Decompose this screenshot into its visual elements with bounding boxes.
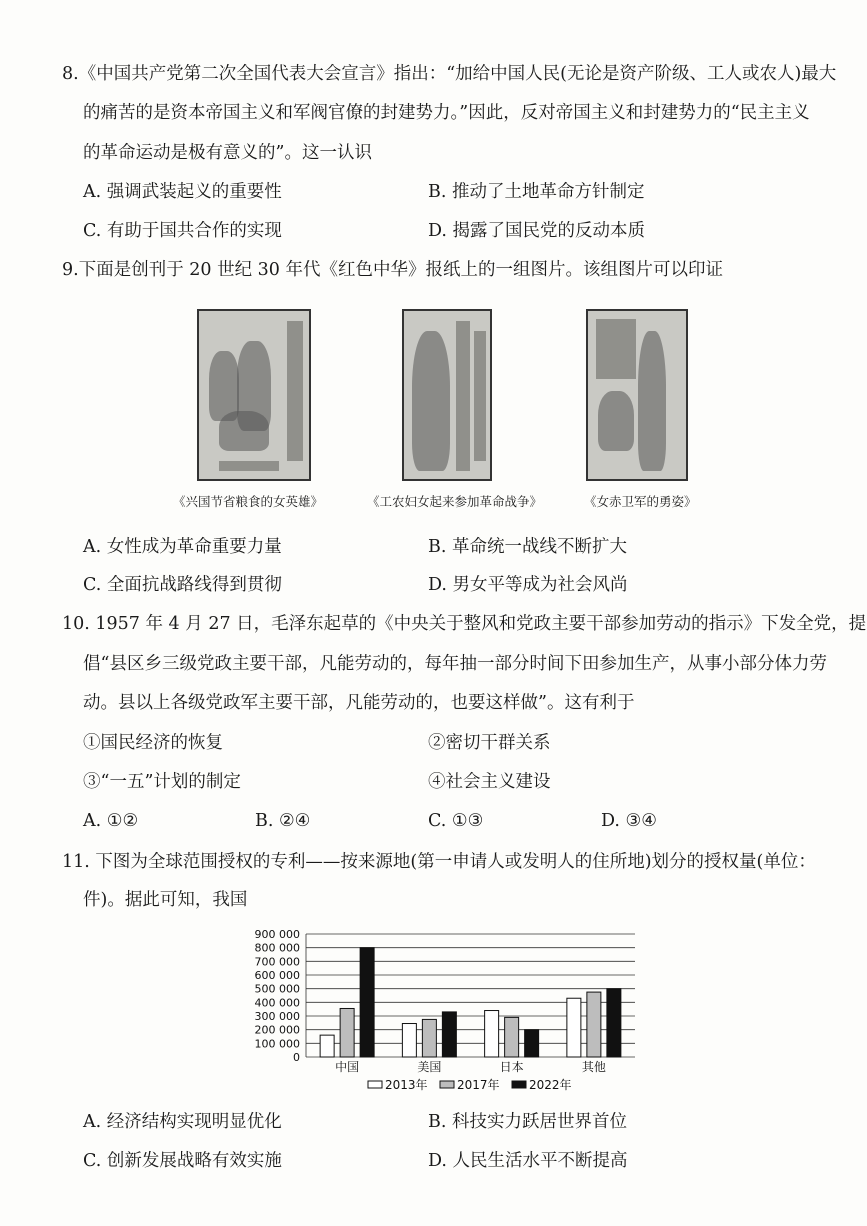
q9-caption-1: 《兴国节省粮食的女英雄》 — [173, 494, 324, 509]
legend-label: 2013年 — [385, 1078, 428, 1092]
q9-caption-3: 《女赤卫军的勇姿》 — [584, 494, 697, 509]
y-tick-label: 600 000 — [254, 969, 300, 982]
bar-2-0 — [485, 1011, 499, 1057]
bar-3-2 — [607, 989, 621, 1057]
bar-3-0 — [567, 998, 581, 1057]
q10-item-1: ①国民经济的恢复 — [83, 733, 223, 753]
bar-3-1 — [587, 992, 601, 1057]
y-tick-label: 700 000 — [254, 955, 300, 969]
bar-0-1 — [340, 1008, 354, 1057]
q8-option-b: B. 推动了土地革命方针制定 — [428, 182, 645, 202]
q9-option-d: D. 男女平等成为社会风尚 — [428, 575, 628, 595]
q9-option-b: B. 革命统一战线不断扩大 — [428, 537, 627, 557]
newspaper-image-1 — [197, 309, 311, 481]
newspaper-image-3 — [586, 309, 688, 481]
bar-0-0 — [320, 1035, 334, 1057]
q10-option-c: C. ①③ — [428, 811, 484, 831]
bar-1-1 — [422, 1019, 436, 1057]
y-tick-label: 300 000 — [254, 1010, 300, 1023]
q9-caption-2: 《工农妇女起来参加革命战争》 — [367, 494, 543, 509]
bar-1-2 — [442, 1012, 456, 1057]
q11-stem-line2: 件)。据此可知，我国 — [83, 890, 248, 910]
q10-option-b: B. ②④ — [255, 811, 311, 831]
q8-stem-line2: 的痛苦的是资本帝国主义和军阀官僚的封建势力。”因此，反对帝国主义和封建势力的“民主主义 — [83, 103, 810, 123]
bar-2-1 — [505, 1017, 519, 1057]
q11-option-d: D. 人民生活水平不断提高 — [428, 1151, 628, 1171]
bar-1-0 — [402, 1024, 416, 1057]
y-tick-label: 400 000 — [254, 996, 300, 1010]
q11-option-b: B. 科技实力跃居世界首位 — [428, 1112, 627, 1132]
x-tick-label: 其他 — [581, 1060, 606, 1074]
legend-swatch — [368, 1081, 382, 1088]
y-tick-label: 100 000 — [254, 1037, 300, 1051]
legend-swatch — [440, 1081, 454, 1088]
q8-option-c: C. 有助于国共合作的实现 — [83, 221, 282, 241]
q11-stem-line1: 11. 下图为全球范围授权的专利——按来源地(第一申请人或发明人的住所地)划分的授权量(单位： — [62, 852, 816, 872]
q8-option-d: D. 揭露了国民党的反动本质 — [428, 221, 646, 241]
y-tick-label: 500 000 — [254, 982, 300, 996]
x-tick-label: 日本 — [499, 1060, 524, 1074]
x-tick-label: 美国 — [417, 1060, 442, 1074]
q8-option-a: A. 强调武装起义的重要性 — [83, 182, 282, 202]
bar-2-2 — [525, 1030, 539, 1057]
q10-item-3: ③“一五”计划的制定 — [83, 772, 241, 792]
legend-label: 2017年 — [457, 1078, 500, 1092]
y-tick-label: 900 000 — [254, 928, 300, 941]
y-tick-label: 0 — [293, 1051, 300, 1064]
q10-option-a: A. ①② — [83, 811, 139, 831]
q11-option-a: A. 经济结构实现明显优化 — [83, 1112, 282, 1132]
q9-option-c: C. 全面抗战路线得到贯彻 — [83, 575, 282, 595]
q8-stem-line3: 的革命运动是极有意义的”。这一认识 — [83, 143, 372, 163]
bar-0-2 — [360, 948, 374, 1057]
q10-stem-line3: 动。县以上各级党政军主要干部，凡能劳动的，也要这样做”。这有利于 — [83, 693, 635, 713]
q8-stem-line1: 8.《中国共产党第二次全国代表大会宣言》指出：“加给中国人民(无论是资产阶级、工人或农人)最大 — [62, 64, 837, 84]
q11-option-c: C. 创新发展战略有效实施 — [83, 1151, 282, 1171]
q10-stem-line1: 10. 1957 年 4 月 27 日，毛泽东起草的《中央关于整风和党政主要干部参加劳动的指示》下发全党，提 — [62, 614, 867, 634]
y-tick-label: 800 000 — [254, 941, 300, 955]
newspaper-image-2 — [402, 309, 492, 481]
q9-stem: 9.下面是创刊于 20 世纪 30 年代《红色中华》报纸上的一组图片。该组图片可以印证 — [62, 260, 723, 280]
q10-item-4: ④社会主义建设 — [428, 772, 551, 792]
q9-option-a: A. 女性成为革命重要力量 — [83, 537, 282, 557]
legend-label: 2022年 — [529, 1078, 572, 1092]
q10-option-d: D. ③④ — [601, 811, 657, 831]
x-tick-label: 中国 — [335, 1060, 360, 1074]
q10-item-2: ②密切干群关系 — [428, 733, 551, 753]
y-tick-label: 200 000 — [254, 1023, 300, 1037]
legend-swatch — [512, 1081, 526, 1088]
patent-chart — [240, 922, 640, 1092]
q10-stem-line2: 倡“县区乡三级党政主要干部，凡能劳动的，每年抽一部分时间下田参加生产，从事小部分体力劳 — [83, 654, 827, 674]
